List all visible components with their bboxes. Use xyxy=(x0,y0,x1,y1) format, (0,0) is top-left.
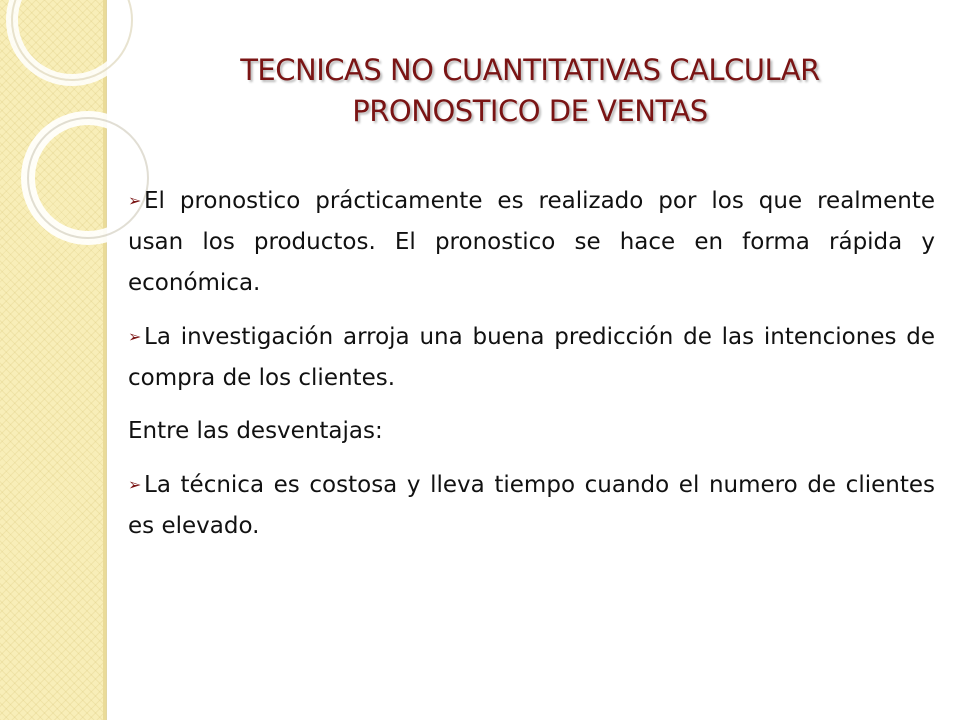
paragraph-1-text: El pronostico prácticamente es realizado por los que realmente usan los productos. El pronostico se hace en forma rápida y económica. xyxy=(128,188,935,296)
plain-paragraph xyxy=(128,411,935,452)
paragraph-4-text: La técnica es costosa y lleva tiempo cuando el numero de clientes es elevado. xyxy=(128,472,935,539)
slide-title-line-2: PRONOSTICO DE VENTAS xyxy=(352,94,708,128)
bullet-paragraph-1 xyxy=(128,180,935,304)
paragraph-3-text: Entre las desventajas: xyxy=(128,418,383,444)
bullet-paragraph-2 xyxy=(128,316,935,399)
arrow-bullet-icon: ➢ xyxy=(128,191,142,210)
arrow-bullet-icon: ➢ xyxy=(128,475,142,494)
arrow-bullet-icon: ➢ xyxy=(128,327,142,346)
bullet-paragraph-4 xyxy=(128,464,935,547)
paragraph-2-text: La investigación arroja una buena predicción de las intenciones de compra de los clientes. xyxy=(128,324,935,391)
slide-title xyxy=(140,50,920,132)
slide-body xyxy=(128,180,935,547)
slide-title-line-1: TECNICAS NO CUANTITATIVAS CALCULAR xyxy=(240,53,820,87)
